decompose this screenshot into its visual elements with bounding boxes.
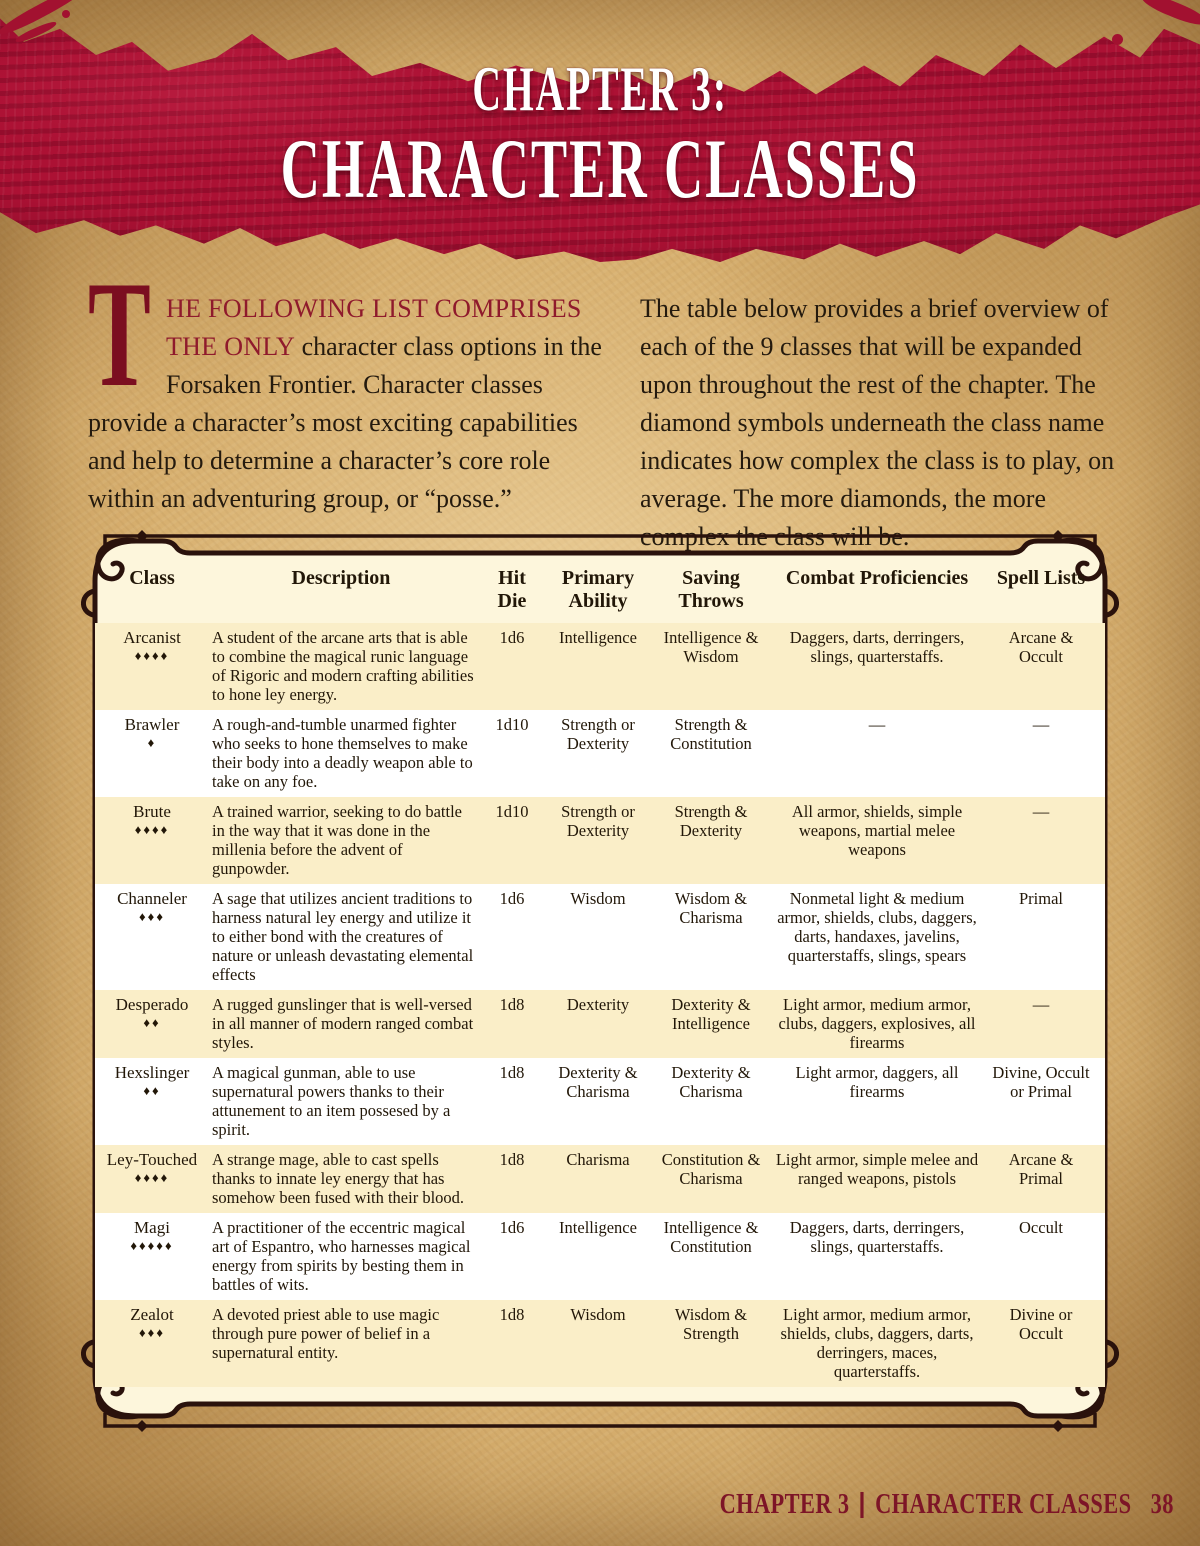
class-hit-die: 1d8 — [499, 1063, 525, 1082]
intro-left-paragraph — [88, 250, 608, 556]
class-cell — [104, 995, 200, 1052]
class-name: Hexslinger — [114, 1063, 190, 1082]
class-hit-die: 1d10 — [495, 715, 529, 734]
class-complexity-diamonds: ♦♦ — [143, 1015, 161, 1030]
intro-right-paragraph: The table below provides a brief overview of each of the 9 classes that will be expanded upon throughout the rest of the chapter. The diamond symbols underneath the class name indicates how complex the class is to play, on average. The more diamonds, the more complex the class will be. — [640, 294, 1115, 551]
table-row — [95, 797, 1105, 884]
class-primary-ability: Strength or Dexterity — [561, 715, 635, 753]
class-hit-die: 1d8 — [499, 1150, 525, 1169]
class-name: Brawler — [124, 715, 180, 734]
col-header-saving-throws: Saving Throws — [678, 567, 744, 612]
class-combat-proficiencies: Nonmetal light & medium armor, shields, clubs, daggers, darts, handaxes, javelins, quarterstaffs, slings, spears — [777, 889, 977, 965]
class-spell-lists: Arcane & Occult — [1008, 628, 1074, 666]
class-cell — [104, 628, 200, 704]
banner-text — [0, 53, 1200, 216]
class-saving-throws: Strength & Constitution — [670, 715, 752, 753]
class-spell-lists: — — [1032, 715, 1050, 734]
class-spell-lists: Divine or Occult — [1009, 1305, 1073, 1343]
paint-splatter — [1140, 0, 1200, 29]
class-complexity-diamonds: ♦♦ — [143, 1083, 161, 1098]
col-header-description: Description — [291, 567, 391, 589]
class-combat-proficiencies: Light armor, daggers, all firearms — [795, 1063, 959, 1101]
footer-section-label: CHARACTER CLASSES — [875, 1489, 1132, 1520]
class-combat-proficiencies: All armor, shields, simple weapons, martial melee weapons — [791, 802, 963, 859]
class-combat-proficiencies: Daggers, darts, derringers, slings, quarterstaffs. — [789, 1218, 965, 1256]
class-name: Channeler — [117, 889, 187, 908]
class-saving-throws: Dexterity & Charisma — [671, 1063, 751, 1101]
class-cell — [104, 1063, 200, 1139]
table-row — [95, 990, 1105, 1058]
page-title-text: CHARACTER CLASSES — [280, 122, 920, 216]
class-hit-die: 1d8 — [499, 1305, 525, 1324]
class-description: A rough-and-tumble unarmed fighter who seeks to hone themselves to make their body into a deadly weapon able to take on any foe. — [212, 715, 473, 791]
class-combat-proficiencies: Light armor, medium armor, clubs, daggers, explosives, all firearms — [778, 995, 976, 1052]
chapter-kicker-text: CHAPTER 3: — [472, 53, 728, 124]
class-saving-throws: Constitution & Charisma — [661, 1150, 761, 1188]
class-spell-lists: Divine, Occult or Primal — [992, 1063, 1090, 1101]
class-saving-throws: Dexterity & Intelligence — [671, 995, 751, 1033]
class-saving-throws: Wisdom & Strength — [674, 1305, 748, 1343]
table-row — [95, 884, 1105, 990]
classes-overview-table — [62, 525, 1138, 1437]
table-row — [95, 710, 1105, 797]
table-row — [95, 1145, 1105, 1213]
class-name: Arcanist — [123, 628, 181, 647]
table-row — [95, 623, 1105, 710]
class-spell-lists: Arcane & Primal — [1008, 1150, 1074, 1188]
class-name: Ley-Touched — [106, 1150, 198, 1169]
class-name: Brute — [133, 802, 171, 821]
class-spell-lists: Primal — [1019, 889, 1063, 908]
intro-lead-text: HE FOLLOWING LIST COMPRISES THE ONLY — [166, 294, 582, 361]
class-combat-proficiencies: Light armor, medium armor, shields, clubs, daggers, darts, derringers, maces, quarterstaffs. — [780, 1305, 974, 1381]
class-hit-die: 1d6 — [499, 889, 525, 908]
class-hit-die: 1d6 — [499, 1218, 525, 1237]
class-cell — [104, 1218, 200, 1294]
class-complexity-diamonds: ♦♦♦ — [139, 909, 165, 924]
table-row — [95, 1213, 1105, 1300]
class-primary-ability: Dexterity — [566, 995, 630, 1014]
class-primary-ability: Wisdom — [570, 889, 626, 908]
intro-left-body: character class options in the Forsaken Frontier. Character classes provide a character’s most exciting capabilities and help to determine a character’s core role within an adventuring group, or “posse.” — [88, 332, 602, 513]
class-name: Desperado — [115, 995, 189, 1014]
class-description: A trained warrior, seeking to do battle in the way that it was done in the millenia before the advent of gunpowder. — [212, 802, 462, 878]
class-description: A practitioner of the eccentric magical art of Espantro, who harnesses magical energy from spirits by besting them in battles of wits. — [212, 1218, 471, 1294]
class-description: A student of the arcane arts that is able to combine the magical runic language of Rigoric and modern crafting abilities to hone ley energy. — [212, 628, 474, 704]
table-row — [95, 1058, 1105, 1145]
class-saving-throws: Intelligence & Wisdom — [663, 628, 759, 666]
class-complexity-diamonds: ♦♦♦♦ — [134, 822, 170, 837]
class-description: A devoted priest able to use magic through pure power of belief in a supernatural entity. — [212, 1305, 440, 1362]
class-primary-ability: Intelligence — [559, 1218, 637, 1237]
class-primary-ability: Dexterity & Charisma — [558, 1063, 638, 1101]
class-description: A strange mage, able to cast spells thanks to innate ley energy that has somehow been fused with their blood. — [212, 1150, 465, 1207]
footer-chapter-label: CHAPTER 3 — [719, 1489, 850, 1520]
footer-divider — [861, 1492, 864, 1518]
class-hit-die: 1d10 — [495, 802, 529, 821]
class-cell — [104, 1305, 200, 1381]
classes-table-panel — [95, 553, 1105, 1404]
class-complexity-diamonds: ♦♦♦♦ — [134, 1170, 170, 1185]
class-combat-proficiencies: — — [868, 715, 886, 734]
paint-splatter — [62, 10, 70, 18]
class-complexity-diamonds: ♦♦♦♦ — [134, 648, 170, 663]
col-header-primary-ability: Primary Ability — [561, 567, 635, 612]
class-cell — [104, 889, 200, 984]
col-header-hit-die: Hit Die — [497, 567, 527, 612]
dropcap-letter: T — [88, 250, 151, 418]
class-description: A rugged gunslinger that is well-versed in all manner of modern ranged combat styles. — [212, 995, 474, 1052]
table-body — [95, 623, 1105, 1387]
col-header-spell-lists: Spell Lists — [996, 567, 1086, 589]
class-saving-throws: Intelligence & Constitution — [663, 1218, 759, 1256]
class-saving-throws: Strength & Dexterity — [674, 802, 748, 840]
class-complexity-diamonds: ♦♦♦ — [139, 1325, 165, 1340]
class-description: A magical gunman, able to use supernatural powers thanks to their attunement to an item possesed by a spirit. — [212, 1063, 451, 1139]
class-complexity-diamonds: ♦♦♦♦♦ — [130, 1238, 174, 1253]
chapter-banner — [0, 0, 1200, 262]
intro-section — [88, 250, 1118, 556]
class-name: Magi — [134, 1218, 170, 1237]
page-footer — [720, 1489, 1174, 1521]
class-description: A sage that utilizes ancient traditions to harness natural ley energy and utilize it to either bond with the creatures of nature or unleash devastating elemental effects — [212, 889, 474, 984]
class-cell — [104, 715, 200, 791]
chapter-kicker — [0, 53, 1200, 124]
table-header-row — [95, 553, 1105, 623]
class-hit-die: 1d6 — [499, 628, 525, 647]
class-spell-lists: — — [1032, 995, 1050, 1014]
class-primary-ability: Charisma — [566, 1150, 630, 1169]
col-header-combat-proficiencies: Combat Proficiencies — [785, 567, 969, 589]
class-spell-lists: — — [1032, 802, 1050, 821]
class-cell — [104, 1150, 200, 1207]
col-header-class: Class — [129, 567, 175, 589]
class-primary-ability: Strength or Dexterity — [561, 802, 635, 840]
table-row — [95, 1300, 1105, 1387]
class-spell-lists: Occult — [1019, 1218, 1063, 1237]
class-primary-ability: Wisdom — [570, 1305, 626, 1324]
paint-splatter — [1112, 34, 1123, 45]
class-cell — [104, 802, 200, 878]
class-combat-proficiencies: Daggers, darts, derringers, slings, quarterstaffs. — [789, 628, 965, 666]
class-combat-proficiencies: Light armor, simple melee and ranged weapons, pistols — [775, 1150, 979, 1188]
class-complexity-diamonds: ♦ — [147, 735, 157, 750]
class-primary-ability: Intelligence — [559, 628, 637, 647]
class-saving-throws: Wisdom & Charisma — [674, 889, 748, 927]
page-title — [0, 122, 1200, 216]
class-name: Zealot — [130, 1305, 174, 1324]
page-number: 38 — [1150, 1489, 1174, 1520]
class-hit-die: 1d8 — [499, 995, 525, 1014]
